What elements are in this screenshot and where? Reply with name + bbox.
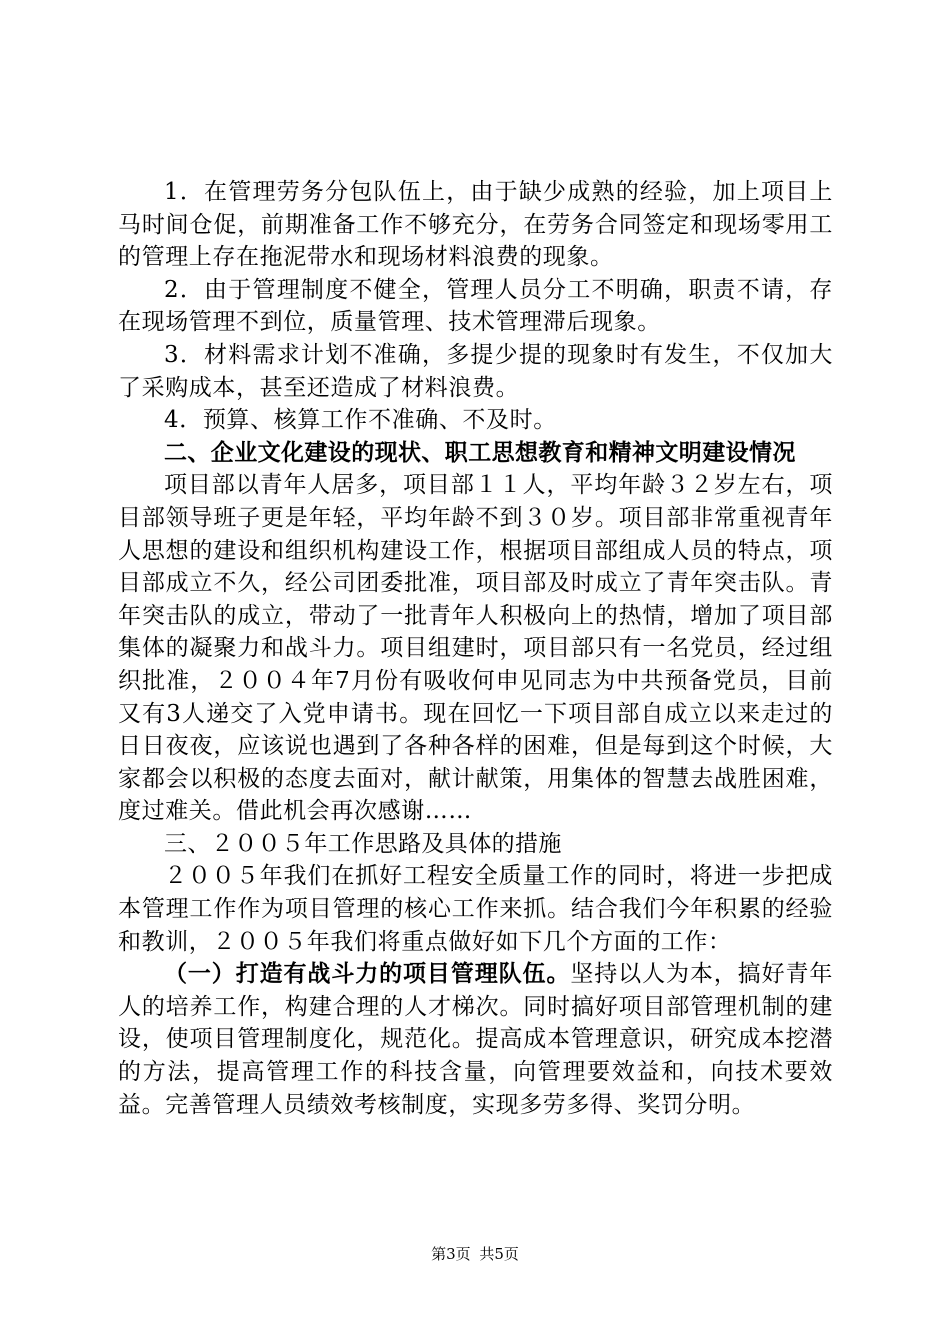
paragraph-2005-intro: ２００５年我们在抓好工程安全质量工作的同时，将进一步把成本管理工作作为项目管理的核心工作来抓。结合我们今年积累的经验和教训，２００５年我们将重点做好如下几个方面的工作：	[118, 863, 833, 955]
paragraph-team-building-lead: （一）打造有战斗力的项目管理队伍。	[164, 961, 571, 988]
section-heading-culture: 二、企业文化建设的现状、职工思想教育和精神文明建设情况	[164, 439, 796, 466]
page-footer	[0, 1244, 950, 1264]
paragraph-team-building-text: 坚持以人为本，搞好青年人的培养工作，构建合理的人才梯次。同时搞好项目部管理机制的建设，使项目管理制度化，规范化。提高成本管理意识，研究成本挖潜的方法，提高管理工作的科技含量，向管理要效益和，向技术要效益。完善管理人员绩效考核制度，实现多劳多得、奖罚分明。	[118, 961, 833, 1118]
paragraph-item-3: 3．材料需求计划不准确，多提少提的现象时有发生，不仅加大了采购成本，甚至还造成了材料浪费。	[118, 341, 833, 401]
paragraph-item-4: 4．预算、核算工作不准确、不及时。	[164, 407, 557, 434]
section-heading-2005-plan: 三、２００５年工作思路及具体的措施	[164, 830, 562, 857]
document-body	[118, 176, 833, 1121]
paragraph-team-building	[118, 958, 833, 1121]
paragraph-item-2: 2．由于管理制度不健全，管理人员分工不明确，职责不请，存在现场管理不到位，质量管理、技术管理滞后现象。	[118, 276, 833, 336]
page-total: 共5页	[479, 1245, 519, 1263]
page-number: 第3页	[431, 1245, 471, 1263]
paragraph-culture: 项目部以青年人居多，项目部１１人，平均年龄３２岁左右，项目部领导班子更是年轻，平均年龄不到３０岁。项目部非常重视青年人思想的建设和组织机构建设工作，根据项目部组成人员的特点，项目部成立不久，经公司团委批准，项目部及时成立了青年突击队。青年突击队的成立，带动了一批青年人积极向上的热情，增加了项目部集体的凝聚力和战斗力。项目组建时，项目部只有一名党员，经过组织批准，２００４年7月份有吸收何申见同志为中共预备党员，目前又有3人递交了入党申请书。现在回忆一下项目部自成立以来走过的日日夜夜，应该说也遇到了各种各样的困难，但是每到这个时候，大家都会以积极的态度去面对，献计献策，用集体的智慧去战胜困难，度过难关。借此机会再次感谢……	[118, 472, 833, 825]
paragraph-item-1: 1．在管理劳务分包队伍上，由于缺少成熟的经验，加上项目上马时间仓促，前期准备工作不够充分，在劳务合同签定和现场零用工的管理上存在拖泥带水和现场材料浪费的现象。	[118, 179, 833, 271]
